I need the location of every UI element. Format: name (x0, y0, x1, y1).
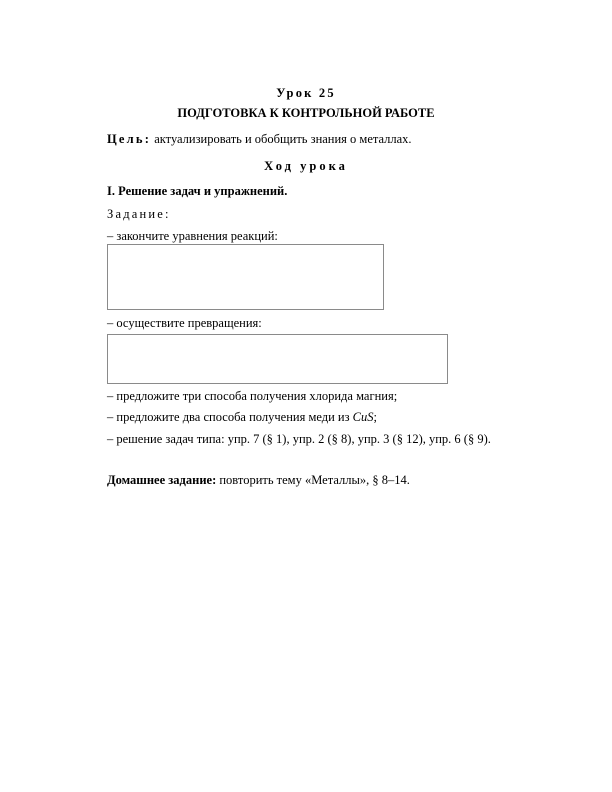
task-magnesium-chloride: – предложите три способа получения хлорида магния; (107, 389, 398, 403)
goal-text: актуализировать и обобщить знания о металлах. (154, 132, 412, 146)
task-equations: – закончите уравнения реакций: (107, 229, 278, 243)
goal-line (107, 132, 412, 147)
task-label: Задание: (107, 207, 171, 221)
homework-label: Домашнее задание: (107, 473, 217, 487)
transformations-box (107, 334, 448, 384)
task-transformations: – осуществите превращения: (107, 316, 262, 330)
homework-text: повторить тему «Металлы», § 8–14. (216, 473, 410, 487)
lesson-title: ПОДГОТОВКА К КОНТРОЛЬНОЙ РАБОТЕ (177, 106, 435, 120)
lesson-number: Урок 25 (276, 86, 336, 100)
copper-sulfide-formula: CuS (352, 410, 374, 424)
lesson-progress-heading: Ход урока (264, 159, 348, 173)
task-copper-suffix: ; (373, 410, 377, 424)
homework-line (107, 473, 410, 488)
section-heading: I. Решение задач и упражнений. (107, 184, 288, 198)
task-copper-text: – предложите два способа получения меди из (107, 410, 353, 424)
equations-box (107, 244, 384, 310)
task-copper (107, 410, 377, 425)
task-problems: – решение задач типа: упр. 7 (§ 1), упр. 2 (§ 8), упр. 3 (§ 12), упр. 6 (§ 9). (107, 432, 491, 446)
goal-label: Цель: (107, 132, 152, 146)
